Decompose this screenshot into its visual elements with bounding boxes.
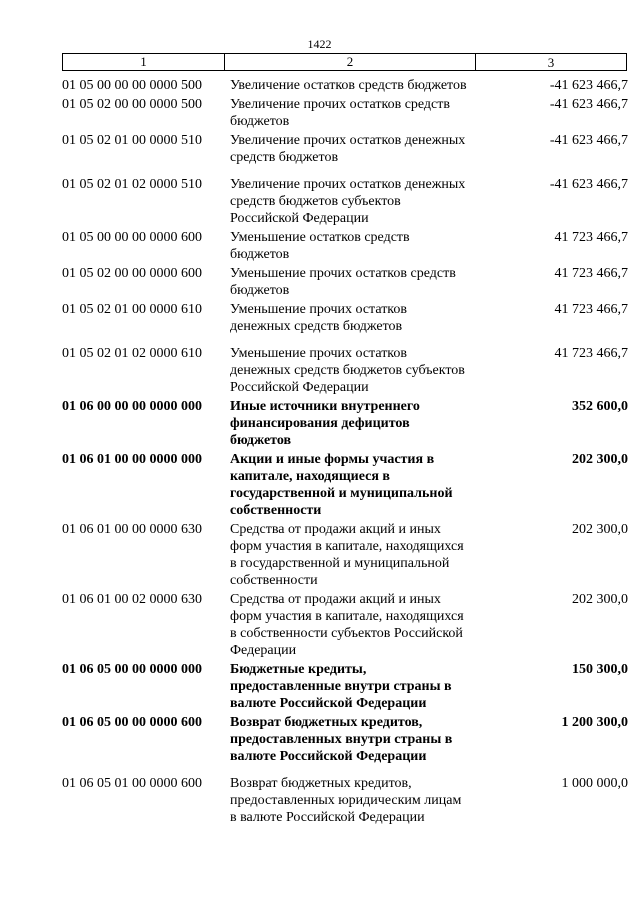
row-name: Увеличение прочих остатков денежных средств бюджетов субъектов Российской Федерации xyxy=(230,177,466,226)
row-name: Акции и иные формы участия в капитале, находящиеся в государственной и муниципальной собственности xyxy=(230,452,453,518)
row-amount: -41 623 466,7 xyxy=(549,97,628,112)
row-code: 01 06 05 01 00 0000 600 xyxy=(62,776,202,791)
row-amount: -41 623 466,7 xyxy=(549,78,628,93)
row-name: Уменьшение остатков средств бюджетов xyxy=(230,230,410,262)
row-name: Возврат бюджетных кредитов, предоставленных юридическим лицам в валюте Российской Федерации xyxy=(230,776,462,825)
row-amount: 41 723 466,7 xyxy=(554,302,628,317)
row-amount: 202 300,0 xyxy=(572,522,628,537)
row-name: Средства от продажи акций и иных форм участия в капитале, находящихся в собственности субъектов Российской Федерации xyxy=(230,592,464,658)
row-code: 01 05 00 00 00 0000 500 xyxy=(62,78,202,93)
table-header xyxy=(62,53,627,71)
row-code: 01 05 02 00 00 0000 600 xyxy=(62,266,202,281)
table-row xyxy=(0,591,639,659)
row-amount: 202 300,0 xyxy=(572,592,628,607)
row-name: Уменьшение прочих остатков средств бюджетов xyxy=(230,266,456,298)
row-amount: 202 300,0 xyxy=(572,452,628,467)
row-code: 01 05 00 00 00 0000 600 xyxy=(62,230,202,245)
row-amount: 1 000 000,0 xyxy=(561,776,628,791)
row-amount: 41 723 466,7 xyxy=(554,346,628,361)
row-code: 01 06 05 00 00 0000 600 xyxy=(62,715,202,730)
row-amount: 41 723 466,7 xyxy=(554,230,628,245)
row-code: 01 05 02 01 02 0000 510 xyxy=(62,177,202,192)
row-name: Увеличение прочих остатков денежных средств бюджетов xyxy=(230,133,466,165)
row-code: 01 06 05 00 00 0000 000 xyxy=(62,662,202,677)
table-row xyxy=(0,521,639,589)
row-name: Уменьшение прочих остатков денежных средств бюджетов субъектов Российской Федерации xyxy=(230,346,465,395)
row-code: 01 06 01 00 02 0000 630 xyxy=(62,592,202,607)
table-row xyxy=(0,661,639,712)
row-name: Увеличение прочих остатков средств бюджетов xyxy=(230,97,451,129)
row-amount: 150 300,0 xyxy=(572,662,628,677)
row-name: Уменьшение прочих остатков денежных средств бюджетов xyxy=(230,302,408,334)
table-row xyxy=(0,77,639,94)
table-body xyxy=(0,77,639,828)
row-name: Иные источники внутреннего финансирования дефицитов бюджетов xyxy=(230,399,420,448)
table-row xyxy=(0,301,639,335)
page-number: 1422 xyxy=(307,37,332,51)
row-code: 01 05 02 01 00 0000 610 xyxy=(62,302,202,317)
column-header-1: 1 xyxy=(63,54,225,70)
row-name: Увеличение остатков средств бюджетов xyxy=(230,78,467,93)
table-row xyxy=(0,775,639,826)
table-row xyxy=(0,265,639,299)
row-name: Средства от продажи акций и иных форм участия в капитале, находящихся в государственной и муниципальной собственности xyxy=(230,522,464,588)
row-name: Возврат бюджетных кредитов, предоставленных внутри страны в валюте Российской Федерации xyxy=(230,715,453,764)
row-code: 01 06 00 00 00 0000 000 xyxy=(62,399,202,414)
table-row xyxy=(0,96,639,130)
column-header-2: 2 xyxy=(225,54,476,70)
row-name: Бюджетные кредиты, предоставленные внутри страны в валюте Российской Федерации xyxy=(230,662,452,711)
row-code: 01 06 01 00 00 0000 630 xyxy=(62,522,202,537)
row-amount: -41 623 466,7 xyxy=(549,133,628,148)
row-code: 01 06 01 00 00 0000 000 xyxy=(62,452,202,467)
row-code: 01 05 02 01 02 0000 610 xyxy=(62,346,202,361)
table-row xyxy=(0,132,639,166)
row-amount: 352 600,0 xyxy=(572,399,628,414)
row-amount: -41 623 466,7 xyxy=(549,177,628,192)
table-row xyxy=(0,229,639,263)
row-code: 01 05 02 00 00 0000 500 xyxy=(62,97,202,112)
table-row xyxy=(0,714,639,765)
row-code: 01 05 02 01 00 0000 510 xyxy=(62,133,202,148)
table-row xyxy=(0,176,639,227)
column-header-3: 3 xyxy=(547,55,555,70)
table-row xyxy=(0,345,639,396)
row-amount: 1 200 300,0 xyxy=(561,715,628,730)
table-row xyxy=(0,398,639,449)
row-amount: 41 723 466,7 xyxy=(554,266,628,281)
table-row xyxy=(0,451,639,519)
